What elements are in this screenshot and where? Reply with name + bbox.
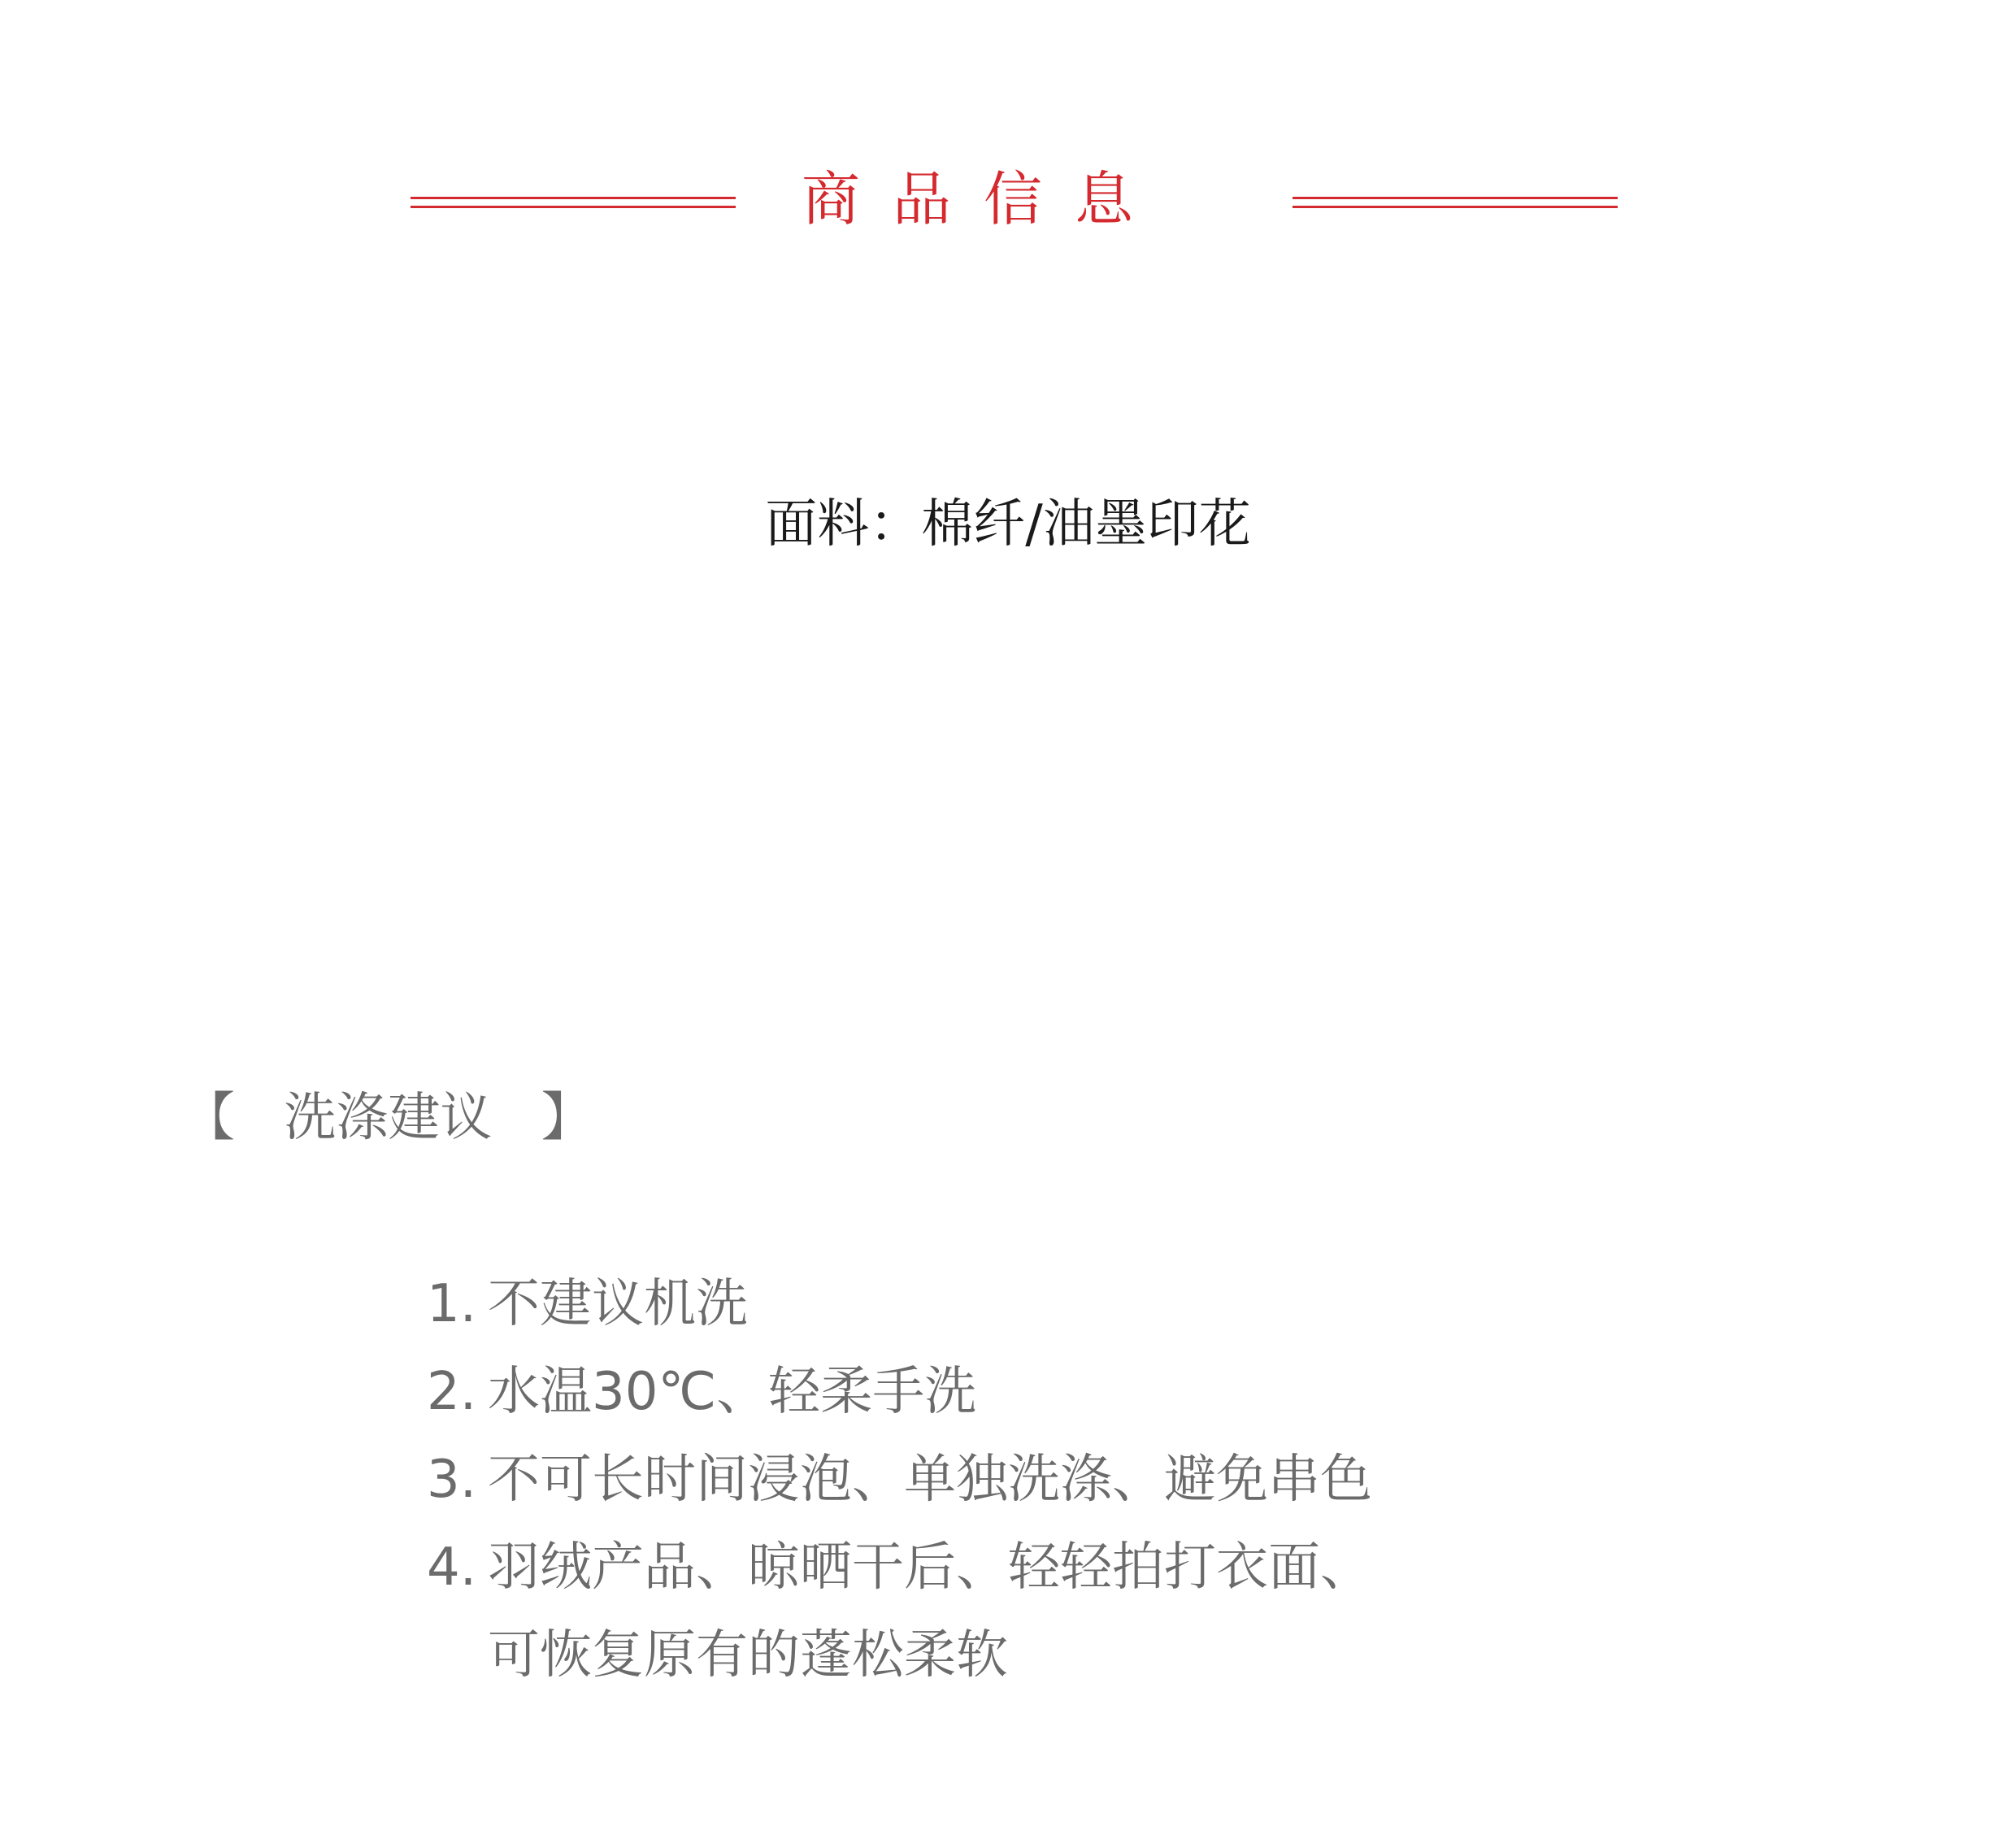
list-item (427, 1260, 1809, 1348)
item-number: 4. (427, 1537, 477, 1598)
list-item (427, 1348, 1809, 1436)
list-item (427, 1524, 1809, 1699)
washing-list (427, 1260, 1809, 1699)
item-number: 2. (427, 1362, 477, 1422)
item-text-continuation: 可恢复原有的蓬松柔软 (488, 1625, 1008, 1685)
bracket-close: 】 (541, 1088, 593, 1148)
item-text: 水温30℃、轻柔手洗 (488, 1362, 977, 1422)
item-text: 羽绒产品、晾晒干后、轻轻拍打衣面、 (488, 1537, 1372, 1598)
washing-heading-label: 洗涤建议 (284, 1088, 493, 1148)
bracket-open: 【 (183, 1088, 235, 1148)
item-text: 不可长时间浸泡、单独洗涤、避免串色 (488, 1450, 1372, 1510)
fabric-info: 面料：棉纤/油墨印花 (765, 494, 1251, 555)
item-number: 3. (427, 1450, 477, 1510)
left-double-rule (411, 197, 736, 208)
item-text: 不建议机洗 (488, 1274, 748, 1334)
right-double-rule (1293, 197, 1618, 208)
washing-heading (183, 1081, 593, 1155)
item-number: 1. (427, 1274, 477, 1334)
page-title: 商品信息 (801, 165, 1166, 233)
section-header (0, 138, 2016, 252)
list-item (427, 1436, 1809, 1524)
